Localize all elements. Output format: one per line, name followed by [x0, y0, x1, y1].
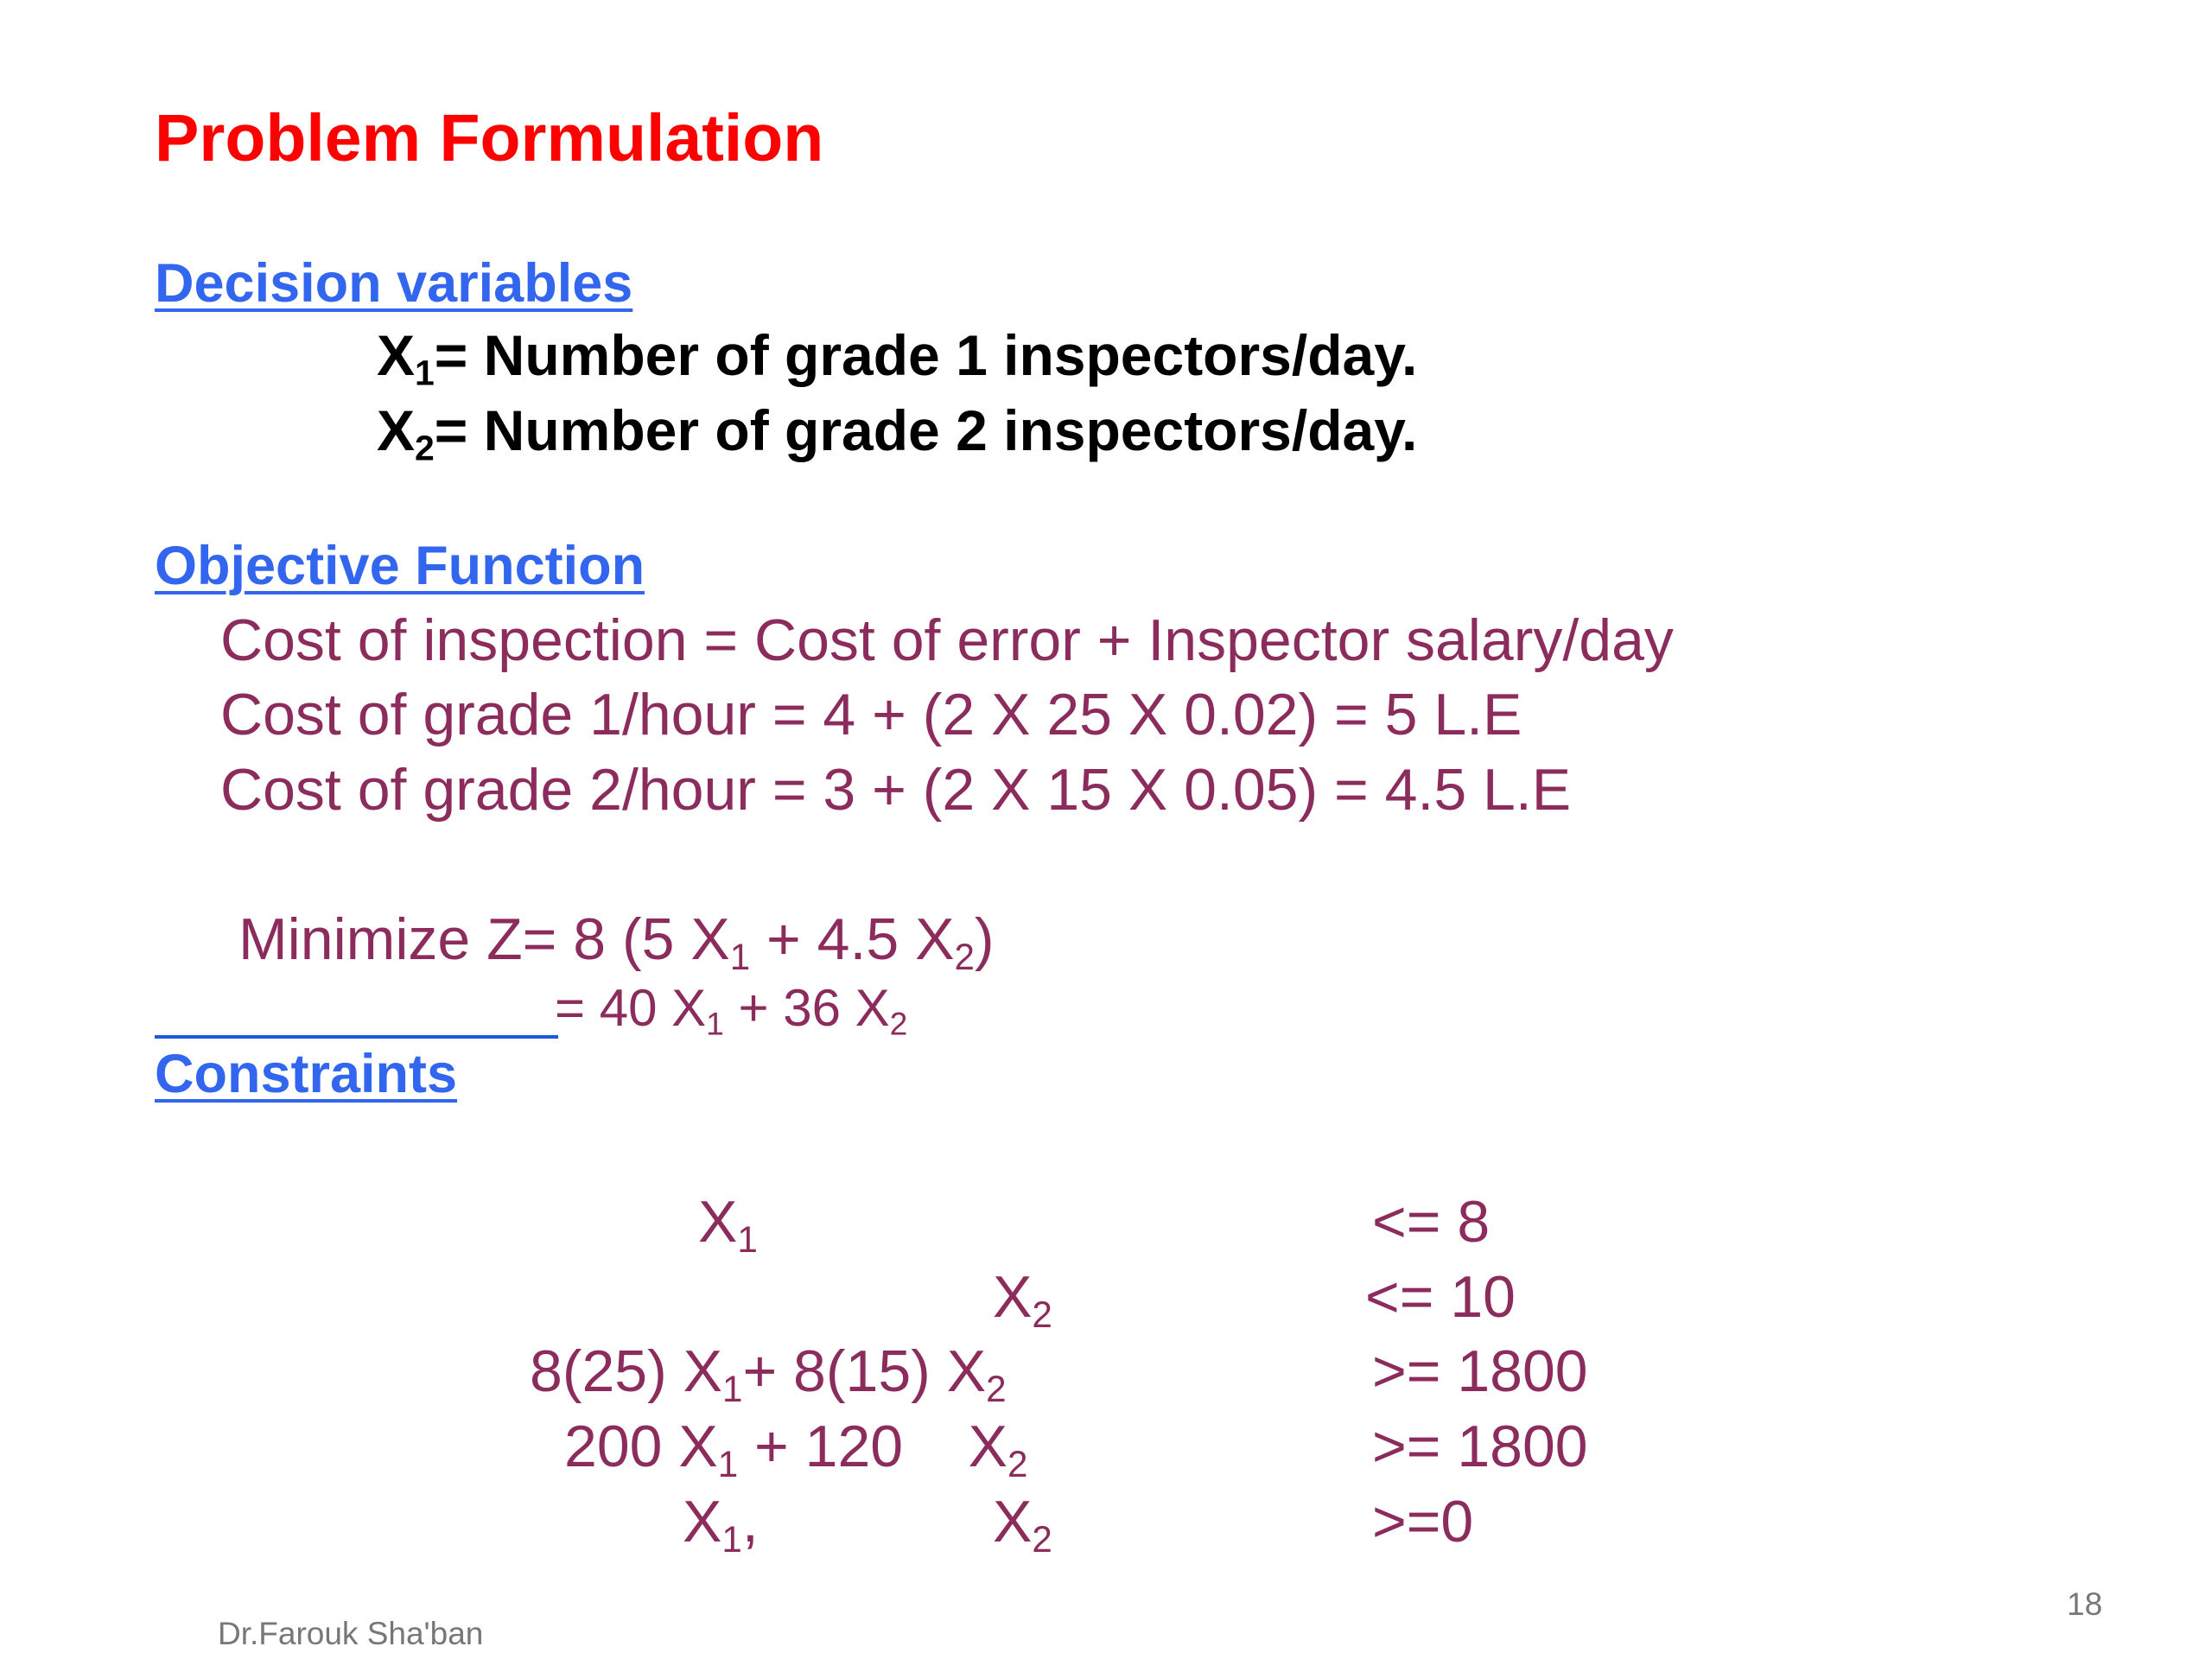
cost-of-inspection-line: Cost of inspection = Cost of error + Inspector salary/day [220, 607, 1674, 673]
minimize-equation: Minimize Z= 8 (5 $X_1 + 4.5$ $X_2$) [238, 906, 995, 977]
constraint-5-x1: $X_1$, [683, 1489, 759, 1560]
page-number: 18 [2067, 1586, 2103, 1622]
constraint-4-rhs: >= 1800 [1372, 1414, 1588, 1479]
decision-variable-x2: $X_2=$ Number of grade 2 inspectors/day. [377, 398, 1418, 468]
constraint-2-lhs: $X_2$ [993, 1264, 1052, 1335]
constraint-3-rhs: >= 1800 [1372, 1338, 1588, 1404]
constraint-1-rhs: <= 8 [1372, 1189, 1491, 1255]
divider-line [155, 1035, 558, 1039]
constraint-5-rhs: >=0 [1372, 1489, 1474, 1554]
constraint-1-lhs: $X_1$ [698, 1189, 758, 1260]
constraint-2-rhs: <= 10 [1365, 1264, 1516, 1330]
constraints-heading: Constraints [155, 1044, 458, 1104]
page-title: Problem Formulation [155, 101, 824, 175]
objective-function-heading: Objective Function [155, 536, 645, 596]
cost-grade-2-line: Cost of grade 2/hour = 3 + (2 X 15 X 0.05) = 4.5 L.E [220, 757, 1572, 823]
decision-variable-x1: $X_1=$ Number of grade 1 inspectors/day. [377, 323, 1418, 393]
constraint-3-lhs: 8(25) $X_1+ 8(15)$ $X_2$ [530, 1338, 1007, 1409]
constraint-5-x2: $X_2$ [993, 1489, 1052, 1560]
constraint-4-lhs: 200 $X_1 + 120$ $X_2$ [564, 1414, 1028, 1484]
simplified-objective: = 40 $X_1 + 36$ $X_2$ [555, 979, 908, 1042]
author-footer: Dr.Farouk Sha'ban [218, 1616, 484, 1651]
cost-grade-1-line: Cost of grade 1/hour = 4 + (2 X 25 X 0.02) = 5 L.E [220, 682, 1522, 747]
decision-variables-heading: Decision variables [155, 253, 633, 314]
